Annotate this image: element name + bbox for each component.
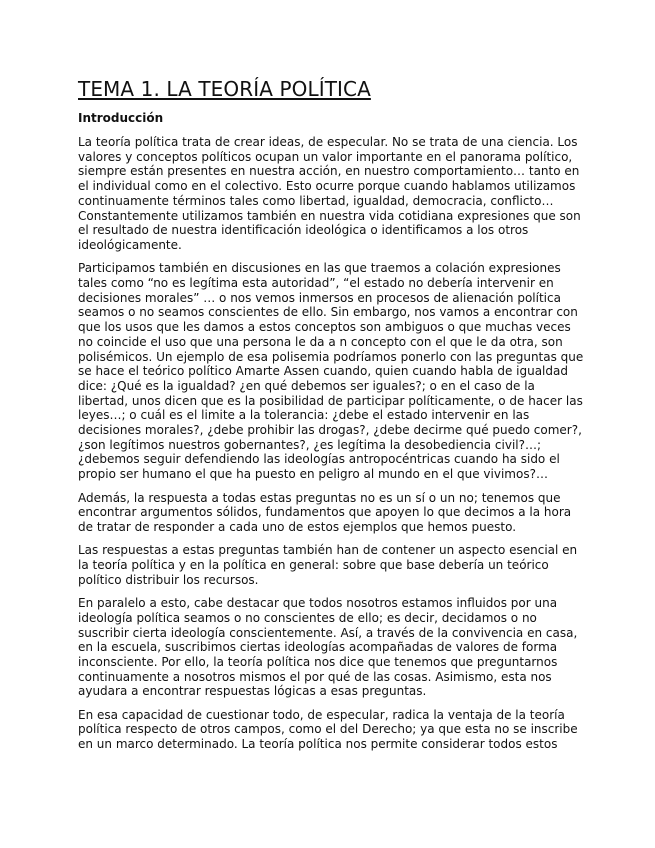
text-line: encontrar argumentos sólidos, fundamentos que apoyen lo que decimos a la hora: [78, 505, 572, 520]
paragraph: [78, 543, 578, 587]
text-line: En esa capacidad de cuestionar todo, de especular, radica la ventaja de la teoría: [78, 707, 565, 722]
text-line: que los usos que les damos a estos conceptos son ambiguos o que muchas veces: [78, 320, 571, 335]
text-line: Las respuestas a estas preguntas también han de contener un aspecto esencial en: [78, 543, 578, 558]
paragraph: [78, 261, 584, 482]
text-line: seamos o no seamos conscientes de ello. Sin embargo, nos vamos a encontrar con: [78, 305, 578, 320]
paragraph: [78, 596, 578, 699]
text-line: político distribuir los recursos.: [78, 572, 259, 587]
document-body: [78, 135, 584, 752]
text-line: continuamente a nosotros mismos el por qué de las cosas. Asimismo, esta nos: [78, 669, 552, 684]
text-line: libertad, unos dicen que es la posibilidad de participar políticamente, o de hacer las: [78, 393, 583, 408]
text-line: la teoría política y en la política en general: sobre que base debería un teórico: [78, 558, 549, 573]
paragraph: [78, 135, 581, 253]
page-title: TEMA 1. LA TEORÍA POLÍTICA: [78, 77, 371, 101]
text-line: decisiones morales?, ¿debe prohibir las drogas?, ¿debe decirme qué puedo comer?,: [78, 423, 582, 438]
text-line: de tratar de responder a cada uno de estos ejemplos que hemos puesto.: [78, 519, 517, 534]
text-line: no coincide el uso que una persona le da a n concepto con el que le da otra, son: [78, 334, 563, 349]
text-line: Además, la respuesta a todas estas preguntas no es un sí o un no; tenemos que: [78, 490, 561, 505]
text-line: ¿son legítimos nuestros gobernantes?, ¿es legítima la desobediencia civil?…;: [78, 437, 542, 452]
text-line: decisiones morales” … o nos vemos inmersos en procesos de alienación política: [78, 290, 561, 305]
text-line: tales como “no es legítima esta autoridad”, “el estado no debería intervenir en: [78, 276, 554, 291]
section-heading: Introducción: [78, 111, 164, 125]
paragraph: [78, 707, 578, 752]
text-line: inconsciente. Por ello, la teoría política nos dice que tenemos que preguntarnos: [78, 654, 558, 669]
text-line: ayudara a encontrar respuestas lógicas a esas preguntas.: [78, 684, 427, 699]
document-page: [78, 76, 584, 761]
text-line: se hace el teórico político Amarte Assen cuando, quien cuando habla de igualdad: [78, 364, 568, 379]
text-line: ¿debemos seguir defendiendo las ideologías antropocéntricas cuando ha sido el: [78, 452, 560, 467]
text-line: en un marco determinado. La teoría política nos permite considerar todos estos: [78, 737, 558, 752]
text-line: propio ser humano el que ha puesto en peligro al mundo en el que vivimos?…: [78, 467, 548, 482]
text-line: el resultado de nuestra identificación ideológica o identificamos a los otros: [78, 223, 529, 238]
text-line: La teoría política trata de crear ideas, de especular. No se trata de una ciencia. Los: [78, 135, 578, 149]
text-line: Constantemente utilizamos también en nuestra vida cotidiana expresiones que son: [78, 208, 581, 223]
text-line: polisémicos. Un ejemplo de esa polisemia podríamos ponerlo con las preguntas que: [78, 349, 584, 364]
text-line: ideológicamente.: [78, 237, 182, 252]
text-line: en la escuela, suscribimos ciertas ideologías acompañadas de valores de forma: [78, 640, 558, 655]
text-line: el individual como en el colectivo. Esto ocurre porque cuando hablamos utilizamos: [78, 179, 576, 194]
paragraph: [78, 490, 572, 535]
text-line: ideología política seamos o no conscientes de ello; es decir, decidamos o no: [78, 610, 537, 625]
text-line: política respecto de otros campos, como el del Derecho; ya que esta no se inscribe: [78, 722, 578, 737]
text-line: valores y conceptos políticos ocupan un valor importante en el panorama político,: [78, 149, 573, 164]
text-line: dice: ¿Qué es la igualdad? ¿en qué debemos ser iguales?; o en el caso de la: [78, 378, 535, 393]
text-line: Participamos también en discusiones en las que traemos a colación expresiones: [78, 261, 561, 276]
text-line: En paralelo a esto, cabe destacar que todos nosotros estamos influidos por una: [78, 596, 558, 611]
text-line: continuamente términos tales como libertad, igualdad, democracia, conflicto…: [78, 193, 554, 208]
text-line: suscribir cierta ideología conscientemente. Así, a través de la convivencia en casa,: [78, 625, 578, 640]
text-line: leyes…; o cuál es el limite a la tolerancia: ¿debe el estado intervenir en las: [78, 408, 530, 423]
text-line: siempre están presentes en nuestra acción, en nuestro comportamiento… tanto en: [78, 164, 580, 179]
